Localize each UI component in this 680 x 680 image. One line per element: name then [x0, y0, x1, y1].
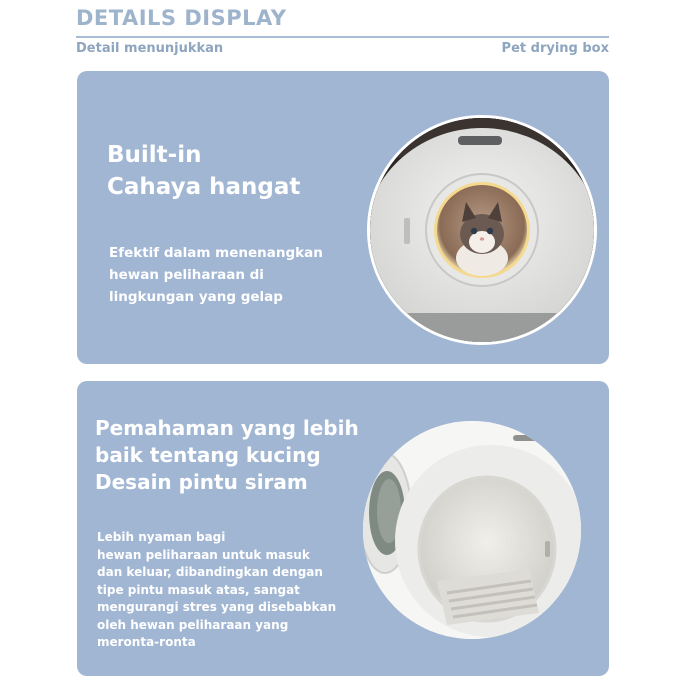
feature-title	[95, 415, 359, 496]
header-subtitle-left: Detail menunjukkan	[76, 41, 224, 56]
feature-panel-flush-door	[77, 381, 609, 676]
page-title: DETAILS DISPLAY	[76, 6, 287, 30]
feature-title-line: Cahaya hangat	[107, 174, 301, 200]
feature-title-line: Built-in	[107, 142, 202, 168]
header-divider	[76, 36, 609, 38]
feature-description	[97, 529, 397, 652]
feature-title-line: baik tentang kucing	[95, 443, 321, 467]
header-subtitle-right: Pet drying box	[501, 41, 609, 56]
litter-box-illustration	[363, 421, 581, 639]
feature-description-line: oleh hewan peliharaan yang	[97, 617, 289, 632]
pet-dryer-illustration	[370, 118, 594, 342]
feature-description-line: mengurangi stres yang disebabkan	[97, 600, 337, 614]
feature-description-line: tipe pintu masuk atas, sangat	[97, 582, 300, 597]
feature-description-line: Efektif dalam menenangkan	[109, 245, 323, 261]
feature-description-line: meronta-ronta	[97, 635, 196, 649]
feature-title-line: Pemahaman yang lebih	[95, 416, 359, 440]
feature-title-line: Desain pintu siram	[95, 470, 308, 494]
feature-description-line: hewan peliharaan untuk masuk	[97, 547, 310, 562]
feature-title	[107, 139, 300, 203]
litter-box-photo	[363, 421, 581, 639]
feature-description	[109, 242, 379, 308]
feature-panel-warm-light	[77, 71, 609, 364]
feature-description-line: Lebih nyaman bagi	[97, 530, 226, 544]
pet-dryer-photo	[367, 115, 597, 345]
feature-description-line: hewan peliharaan di	[109, 267, 264, 283]
feature-description-line: lingkungan yang gelap	[109, 289, 283, 305]
feature-description-line: dan keluar, dibandingkan dengan	[97, 565, 323, 579]
